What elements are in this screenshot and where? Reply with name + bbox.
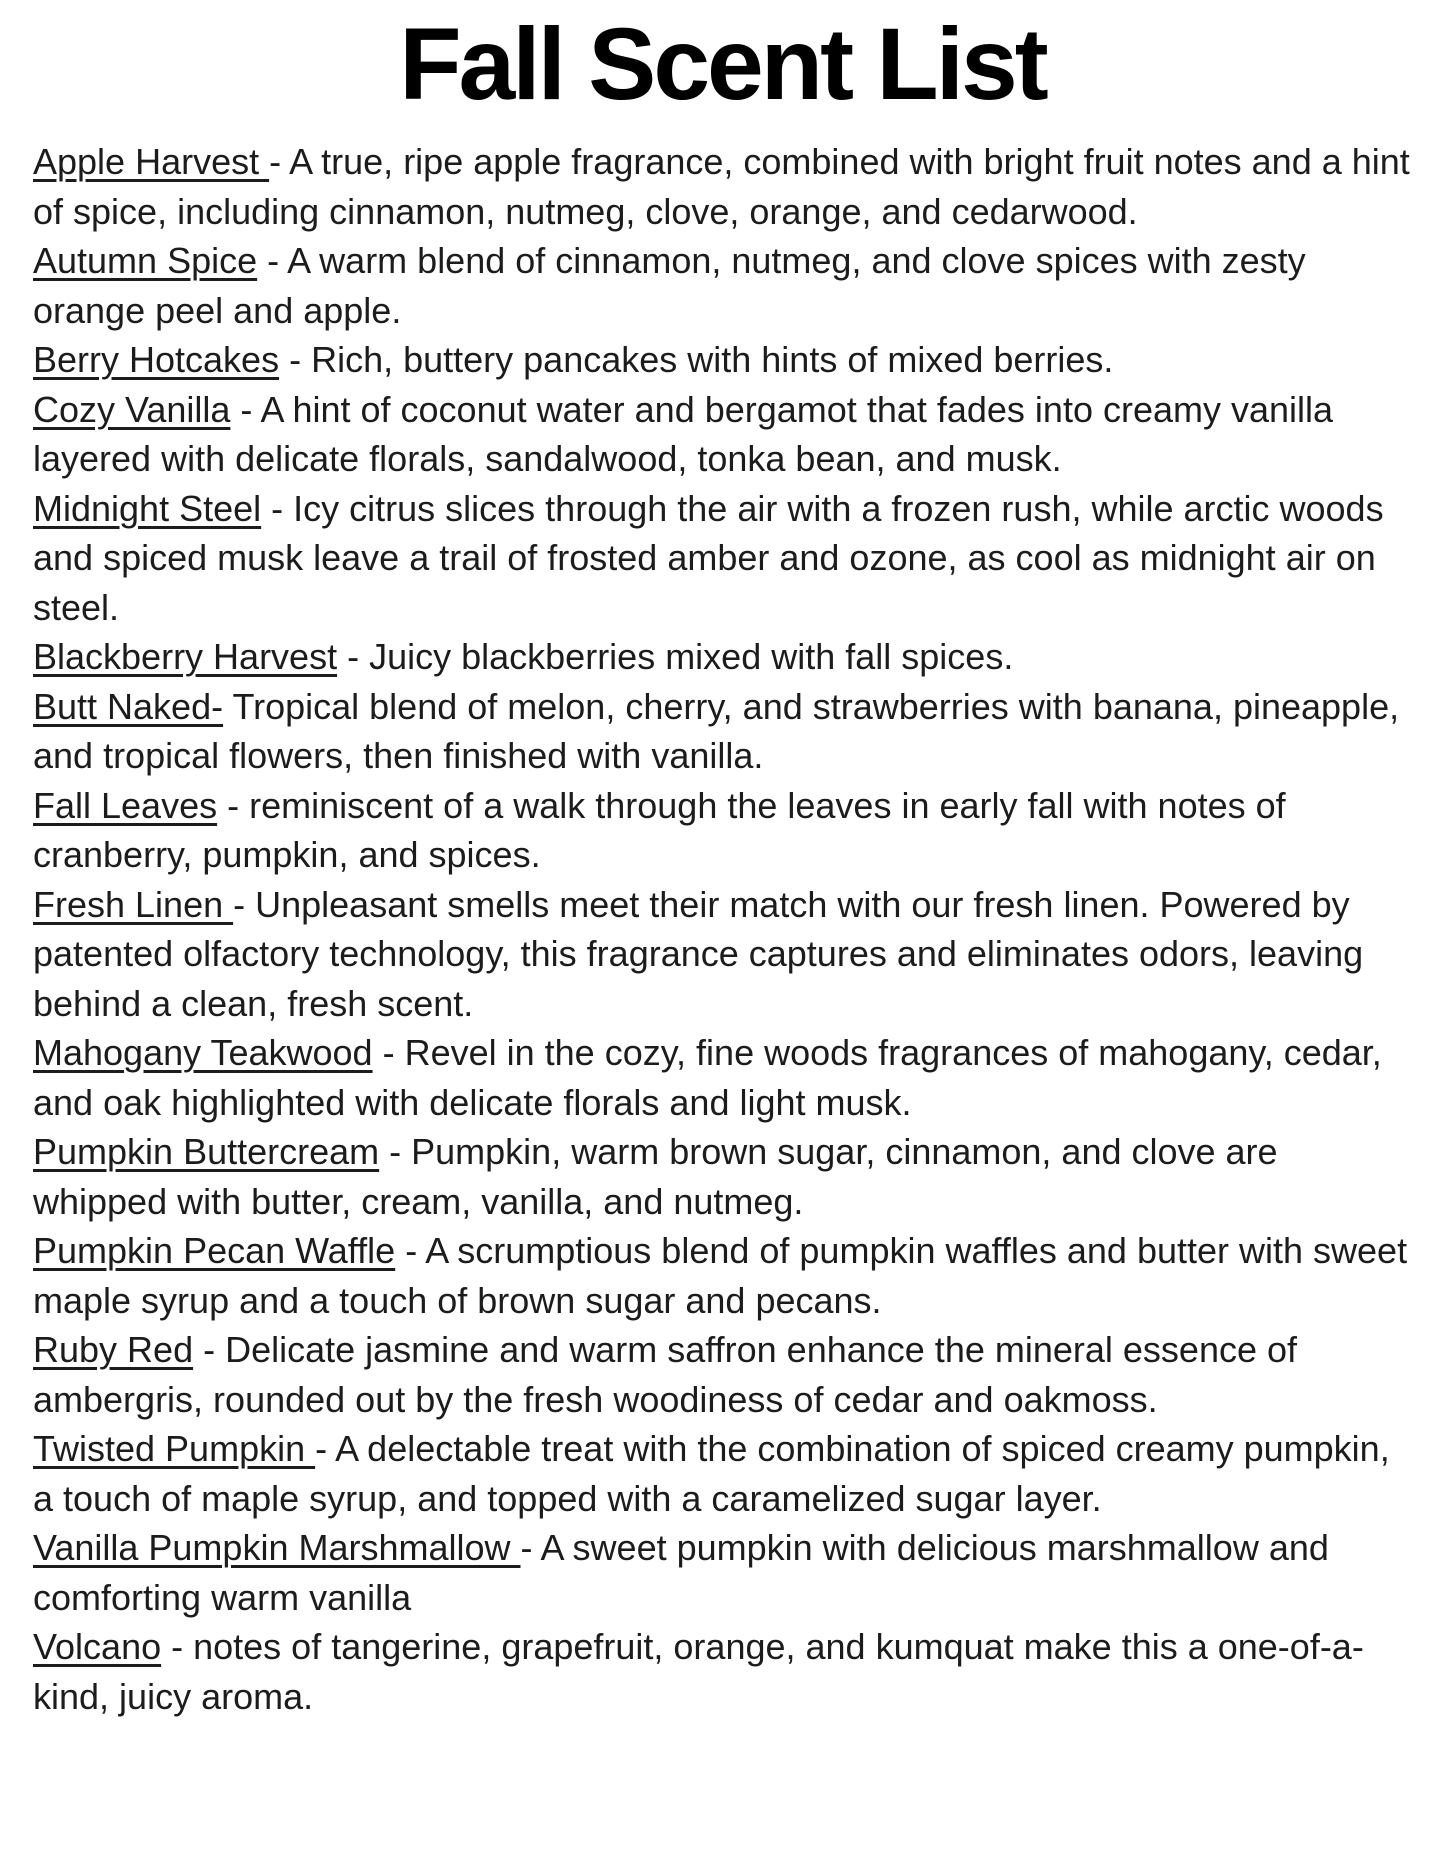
scent-description: Revel in the cozy, fine woods fragrances of mahogany, cedar, and oak highlighted with delicate florals and light musk. [33, 1032, 1382, 1123]
scent-entry [33, 1127, 1412, 1226]
scent-description: A delectable treat with the combination of spiced creamy pumpkin, a touch of maple syrup, and topped with a caramelized sugar layer. [33, 1428, 1390, 1519]
scent-description: A hint of coconut water and bergamot that fades into creamy vanilla layered with delicate florals, sandalwood, tonka bean, and musk. [33, 388, 1334, 480]
scent-name: Berry Hotcakes [33, 339, 280, 381]
scent-separator: - [233, 883, 256, 925]
scent-entry [33, 682, 1412, 781]
scent-separator: - [395, 1230, 426, 1272]
scent-name: Fall Leaves [33, 784, 218, 826]
scent-description: Pumpkin, warm brown sugar, cinnamon, and clove are whipped with butter, cream, vanilla, and nutmeg. [33, 1131, 1278, 1222]
scent-entry [33, 484, 1412, 633]
scent-separator: - [269, 141, 290, 183]
scent-entry [33, 632, 1412, 682]
scent-entry [33, 1226, 1412, 1325]
scent-entry [33, 1424, 1412, 1523]
scent-entry [33, 781, 1412, 880]
scent-entry [33, 1028, 1412, 1127]
scent-entry [33, 1622, 1412, 1721]
scent-separator: - [279, 339, 312, 381]
scent-description: reminiscent of a walk through the leaves in early fall with notes of cranberry, pumpkin, and spices. [33, 784, 1286, 876]
scent-name: Midnight Steel [33, 487, 262, 529]
scent-name: Vanilla Pumpkin Marshmallow [33, 1527, 521, 1569]
scent-entry [33, 385, 1412, 484]
scent-separator: - [372, 1032, 405, 1074]
scent-description: Icy citrus slices through the air with a frozen rush, while arctic woods and spiced musk leave a trail of frosted amber and ozone, as cool as midnight air on steel. [33, 487, 1384, 628]
scent-name: Butt Naked- [33, 685, 224, 727]
scent-description: Unpleasant smells meet their match with our fresh linen. Powered by patented olfactory technology, this fragrance captures and eliminates odors, leaving behind a clean, fresh scent. [33, 883, 1364, 1024]
scent-separator: - [379, 1131, 412, 1173]
scent-entry [33, 137, 1412, 236]
scent-separator: - [520, 1527, 541, 1569]
page-title: Fall Scent List [399, 7, 1046, 121]
scent-entry [33, 1325, 1412, 1424]
scent-description: A warm blend of cinnamon, nutmeg, and clove spices with zesty orange peel and apple. [33, 240, 1306, 331]
scent-name: Blackberry Harvest [33, 636, 338, 678]
scent-description: A scrumptious blend of pumpkin waffles and butter with sweet maple syrup and a touch of brown sugar and pecans. [33, 1230, 1408, 1321]
scent-entry [33, 1523, 1412, 1622]
scent-separator: - [230, 388, 261, 430]
scent-name: Autumn Spice [33, 240, 258, 282]
scent-separator: - [257, 240, 288, 282]
scent-separator: - [193, 1329, 226, 1371]
scent-description: Juicy blackberries mixed with fall spices. [369, 636, 1014, 678]
scent-name: Apple Harvest [33, 141, 270, 183]
scent-separator: - [217, 784, 250, 826]
scent-separator: - [261, 487, 294, 529]
scent-description: A true, ripe apple fragrance, combined with bright fruit notes and a hint of spice, including cinnamon, nutmeg, clove, orange, and cedarwood. [33, 141, 1410, 232]
scent-name: Mahogany Teakwood [33, 1032, 373, 1074]
scent-separator: - [337, 636, 370, 678]
scent-name: Fresh Linen [33, 883, 234, 925]
scent-description: Delicate jasmine and warm saffron enhance the mineral essence of ambergris, rounded out by the fresh woodiness of cedar and oakmoss. [33, 1329, 1298, 1420]
scent-description: Rich, buttery pancakes with hints of mixed berries. [311, 339, 1114, 381]
scent-description: Tropical blend of melon, cherry, and strawberries with banana, pineapple, and tropical flowers, then finished with vanilla. [33, 685, 1400, 777]
scent-entry [33, 236, 1412, 335]
scent-description: A sweet pumpkin with delicious marshmallow and comforting warm vanilla [33, 1527, 1329, 1618]
scent-name: Volcano [33, 1626, 162, 1668]
scent-name: Twisted Pumpkin [33, 1428, 316, 1470]
scent-name: Pumpkin Pecan Waffle [33, 1230, 396, 1272]
scent-name: Pumpkin Buttercream [33, 1131, 380, 1173]
scent-name: Cozy Vanilla [33, 388, 231, 430]
scent-entry [33, 880, 1412, 1029]
scent-separator: - [315, 1428, 336, 1470]
scent-description: notes of tangerine, grapefruit, orange, and kumquat make this a one-of-a-kind, juicy aroma. [33, 1626, 1364, 1717]
scent-list [33, 137, 1412, 1721]
scent-entry [33, 335, 1412, 385]
scent-separator: - [161, 1626, 194, 1668]
scent-name: Ruby Red [33, 1329, 194, 1371]
